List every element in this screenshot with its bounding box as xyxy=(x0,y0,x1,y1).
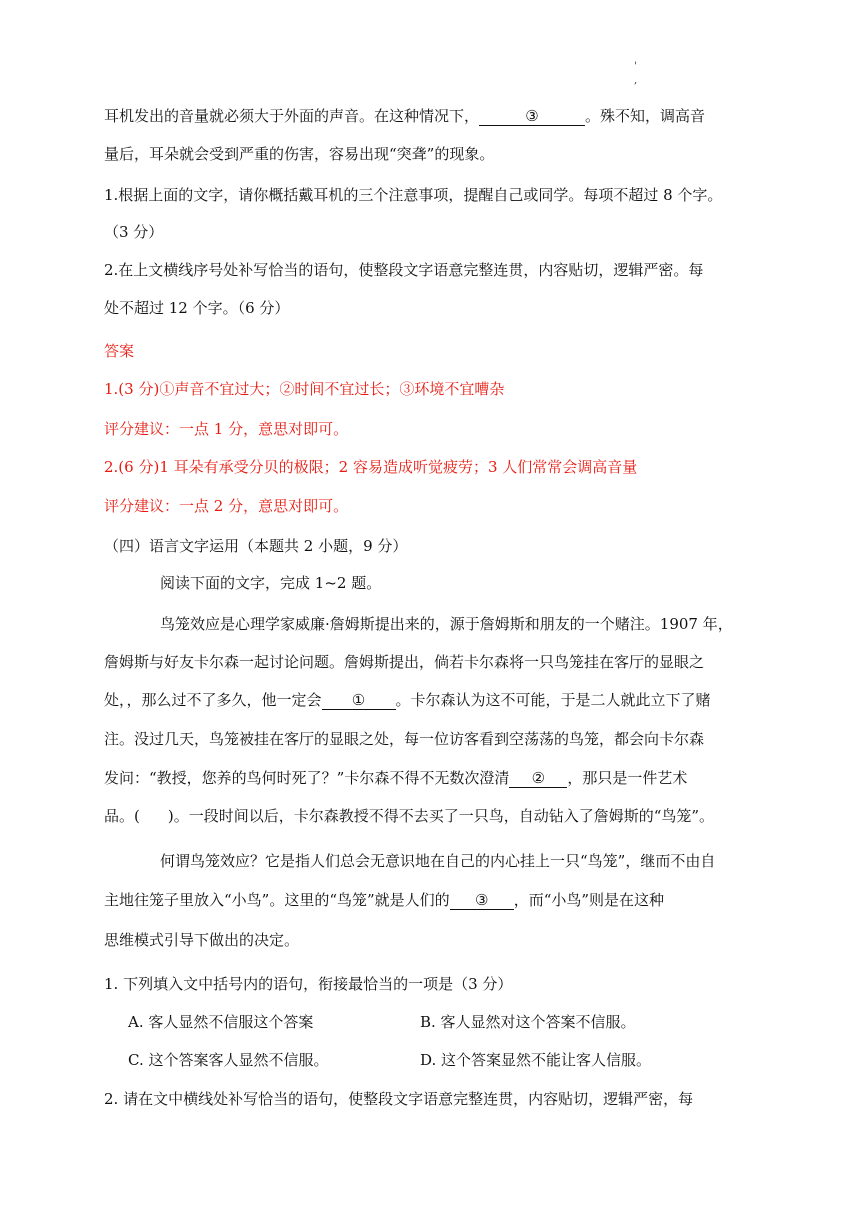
text-segment: 发问：“教授，您养的鸟何时死了？”卡尔森不得不无数次澄清 xyxy=(104,769,510,787)
scoring-note-1: 评分建议：一点 1 分，意思对即可。 xyxy=(104,420,349,438)
text-segment: ，那只是一件艺术 xyxy=(567,769,688,787)
question-1: 1. 下列填入文中括号内的语句，衔接最恰当的一项是（3 分） xyxy=(104,975,513,993)
paragraph-line xyxy=(104,690,711,710)
paragraph-line xyxy=(104,890,664,910)
paragraph-line: 思维模式引导下做出的决定。 xyxy=(104,931,300,949)
answer-1: 1.(3 分)①声音不宜过大；②时间不宜过长；③环境不宜嘈杂 xyxy=(104,380,505,398)
header-marks xyxy=(634,60,637,88)
text-segment: 主地往笼子里放入“小鸟”。这里的“鸟笼”就是人们的 xyxy=(104,891,450,909)
text-segment: 。殊不知，调高音 xyxy=(585,107,706,125)
scoring-note-2: 评分建议：一点 2 分，意思对即可。 xyxy=(104,497,349,515)
option-a: A. 客人显然不信服这个答案 xyxy=(128,1013,314,1031)
blank-3: ③ xyxy=(479,107,585,126)
text-segment: 。卡尔森认为这不可能，于是二人就此立下了赌 xyxy=(395,691,711,709)
blank-1: ① xyxy=(322,691,396,710)
question-2: 2. 请在文中横线处补写恰当的语句，使整段文字语意完整连贯，内容贴切，逻辑严密，每 xyxy=(104,1090,694,1108)
option-c: C. 这个答案客人显然不信服。 xyxy=(128,1051,329,1069)
paragraph-line xyxy=(104,806,714,826)
text-segment: 耳机发出的音量就必须大于外面的声音。在这种情况下， xyxy=(104,107,480,125)
question-1-score: （3 分） xyxy=(104,223,164,241)
paragraph-line: 詹姆斯与好友卡尔森一起讨论问题。詹姆斯提出，倘若卡尔森将一只鸟笼挂在客厅的显眼之 xyxy=(104,653,705,671)
option-d: D. 这个答案显然不能让客人信服。 xyxy=(420,1051,652,1069)
paragraph-line xyxy=(104,768,687,788)
text-segment: 品。( xyxy=(104,807,140,825)
passage-line xyxy=(104,106,705,126)
answer-heading: 答案 xyxy=(104,342,135,360)
question-1: 1.根据上面的文字，请你概括戴耳机的三个注意事项，提醒自己或同学。每项不超过 8 个字。 xyxy=(104,186,723,204)
paragraph-line: 鸟笼效应是心理学家威廉·詹姆斯提出来的，源于詹姆斯和朋友的一个赌注。1907 年， xyxy=(160,615,733,633)
section-heading: （四）语言文字运用（本题共 2 小题，9 分） xyxy=(104,537,408,555)
text-segment: ，而“小鸟”则是在这种 xyxy=(513,891,665,909)
question-2: 2.在上文横线序号处补写恰当的语句，使整段文字语意完整连贯，内容贴切，逻辑严密。每 xyxy=(104,261,704,279)
paragraph-line: 何谓鸟笼效应？它是指人们总会无意识地在自己的内心挂上一只“鸟笼”，继而不由自 xyxy=(160,852,716,870)
header-mark: , xyxy=(634,75,638,86)
option-b: B. 客人显然对这个答案不信服。 xyxy=(420,1013,636,1031)
header-mark: ' xyxy=(634,61,637,72)
answer-2: 2.(6 分)1 耳朵有承受分贝的极限；2 容易造成听觉疲劳；3 人们常常会调高音量 xyxy=(104,458,638,476)
blank-3: ③ xyxy=(450,891,514,910)
text-segment: )。一段时间以后，卡尔森教授不得不去买了一只鸟，自动钻入了詹姆斯的“鸟笼”。 xyxy=(167,807,715,825)
paragraph-line: 注。没过几天，鸟笼被挂在客厅的显眼之处，每一位访客看到空荡荡的鸟笼，都会向卡尔森 xyxy=(104,730,705,748)
question-2-cont: 处不超过 12 个字。（6 分） xyxy=(104,299,290,317)
text-segment: 处，，那么过不了多久，他一定会 xyxy=(104,691,322,709)
passage-line: 量后，耳朵就会受到严重的伤害，容易出现“突聋”的现象。 xyxy=(104,145,495,163)
reading-instruction: 阅读下面的文字，完成 1~2 题。 xyxy=(160,574,382,592)
blank-2: ② xyxy=(509,769,567,788)
